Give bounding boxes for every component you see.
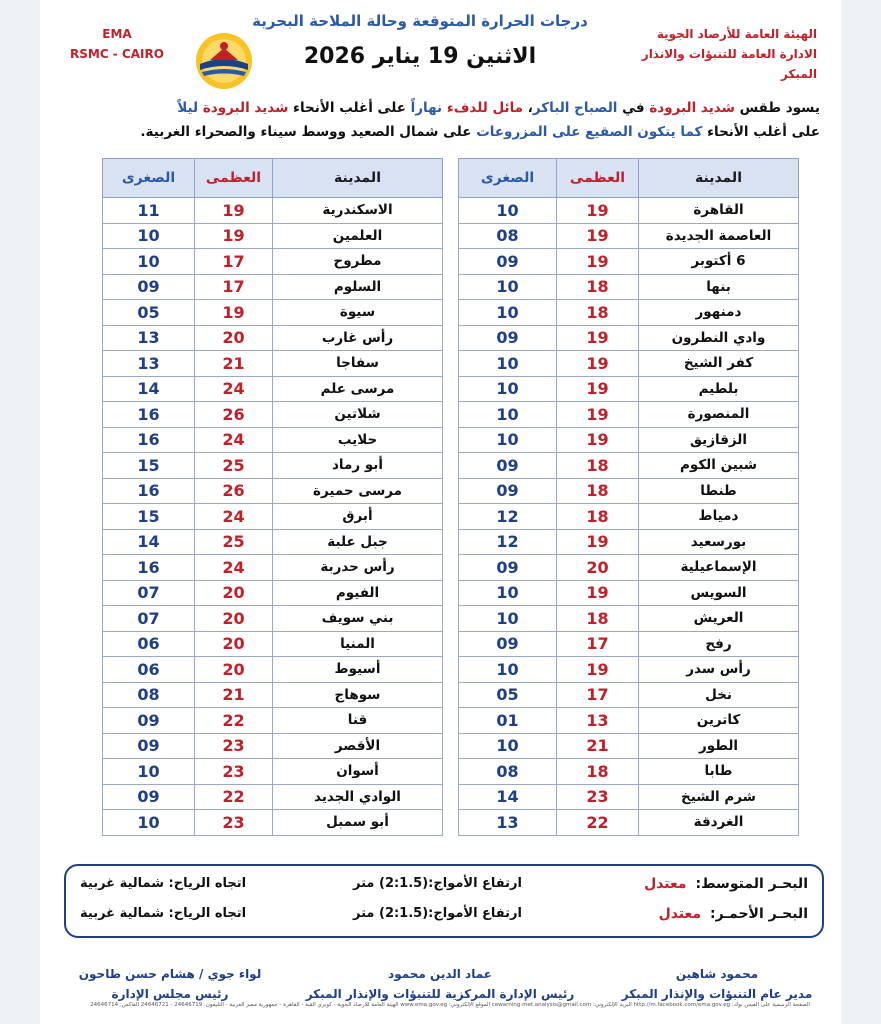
min-temp-cell: 10 <box>103 759 195 785</box>
min-temp-cell: 06 <box>103 657 195 683</box>
max-temp-cell: 19 <box>557 223 639 249</box>
min-temp-cell: 08 <box>103 682 195 708</box>
min-temp-cell: 05 <box>103 300 195 326</box>
min-temp-cell: 14 <box>103 376 195 402</box>
org-code <box>70 24 164 64</box>
max-temp-cell: 18 <box>557 274 639 300</box>
city-cell: أسيوط <box>273 657 443 683</box>
desc-highlight: نهاراً <box>410 100 443 116</box>
table-row <box>459 810 799 836</box>
signatory-title: رئيس الإدارة المركزية للتنبؤات والإنذار المبكر <box>305 987 575 1001</box>
city-cell: رأس غارب <box>273 325 443 351</box>
min-temp-cell: 09 <box>103 784 195 810</box>
city-cell: مطروح <box>273 249 443 275</box>
min-temp-cell: 10 <box>459 351 557 377</box>
min-temp-cell: 10 <box>459 580 557 606</box>
max-temp-cell: 19 <box>557 580 639 606</box>
city-cell: العاصمة الجديدة <box>639 223 799 249</box>
column-header-max: العظمى <box>195 159 273 198</box>
max-temp-cell: 18 <box>557 606 639 632</box>
table-row <box>103 376 443 402</box>
max-temp-cell: 23 <box>195 810 273 836</box>
max-temp-cell: 17 <box>557 631 639 657</box>
city-cell: كفر الشيخ <box>639 351 799 377</box>
city-cell: رأس حدربة <box>273 555 443 581</box>
city-cell: الزقازيق <box>639 427 799 453</box>
page-title: درجات الحرارة المتوقعة وحالة الملاحة البحرية <box>252 12 588 30</box>
min-temp-cell: 09 <box>459 555 557 581</box>
signature-right <box>617 964 817 1004</box>
table-row <box>103 810 443 836</box>
city-cell: بلطيم <box>639 376 799 402</box>
max-temp-cell: 26 <box>195 478 273 504</box>
city-cell: العريش <box>639 606 799 632</box>
temperature-table-left <box>102 158 443 836</box>
city-cell: شبين الكوم <box>639 453 799 479</box>
table-row <box>103 453 443 479</box>
table-row <box>459 249 799 275</box>
table-row <box>103 427 443 453</box>
min-temp-cell: 08 <box>459 759 557 785</box>
org-name <box>617 24 817 84</box>
org-code-rsmc: RSMC - CAIRO <box>70 47 164 61</box>
table-row <box>103 657 443 683</box>
min-temp-cell: 14 <box>103 529 195 555</box>
min-temp-cell: 15 <box>103 453 195 479</box>
table-row <box>103 529 443 555</box>
max-temp-cell: 19 <box>195 300 273 326</box>
city-cell: شرم الشيخ <box>639 784 799 810</box>
city-cell: مرسى علم <box>273 376 443 402</box>
city-cell: رأس سدر <box>639 657 799 683</box>
max-temp-cell: 21 <box>195 682 273 708</box>
table-row <box>103 606 443 632</box>
sea-row-mediterranean <box>66 876 822 902</box>
city-cell: رفح <box>639 631 799 657</box>
sea-label: البحـر الأحمـر: <box>709 906 808 922</box>
table-row <box>459 300 799 326</box>
min-temp-cell: 11 <box>103 198 195 224</box>
city-cell: نخل <box>639 682 799 708</box>
table-row <box>459 631 799 657</box>
city-cell: الاسكندرية <box>273 198 443 224</box>
signatory-name: عماد الدين محمود <box>388 967 492 981</box>
city-cell: الإسماعيلية <box>639 555 799 581</box>
city-cell: كاترين <box>639 708 799 734</box>
max-temp-cell: 13 <box>557 708 639 734</box>
max-temp-cell: 22 <box>557 810 639 836</box>
table-row <box>459 759 799 785</box>
max-temp-cell: 19 <box>557 351 639 377</box>
min-temp-cell: 10 <box>459 300 557 326</box>
table-row <box>103 249 443 275</box>
min-temp-cell: 10 <box>459 606 557 632</box>
min-temp-cell: 09 <box>103 708 195 734</box>
max-temp-cell: 19 <box>557 249 639 275</box>
table-row <box>103 351 443 377</box>
table-row <box>103 325 443 351</box>
desc-text: في <box>617 100 650 116</box>
sea-name <box>659 906 808 922</box>
desc-highlight: شديد البرودة <box>202 100 289 116</box>
max-temp-cell: 21 <box>195 351 273 377</box>
min-temp-cell: 09 <box>459 249 557 275</box>
min-temp-cell: 12 <box>459 504 557 530</box>
min-temp-cell: 10 <box>459 198 557 224</box>
city-cell: طنطا <box>639 478 799 504</box>
min-temp-cell: 12 <box>459 529 557 555</box>
table-row <box>103 198 443 224</box>
max-temp-cell: 19 <box>557 376 639 402</box>
min-temp-cell: 10 <box>103 249 195 275</box>
max-temp-cell: 20 <box>195 657 273 683</box>
min-temp-cell: 13 <box>459 810 557 836</box>
column-header-city: المدينة <box>273 159 443 198</box>
city-cell: أبو سمبل <box>273 810 443 836</box>
weather-description <box>80 96 820 144</box>
wind-direction: اتجاه الرياح: شمالية غربية <box>80 876 247 891</box>
table-row <box>103 223 443 249</box>
table-row <box>103 402 443 428</box>
max-temp-cell: 19 <box>557 198 639 224</box>
min-temp-cell: 09 <box>459 453 557 479</box>
signatory-name: لواء جوي / هشام حسن طاحون <box>78 967 262 981</box>
table-row <box>459 325 799 351</box>
max-temp-cell: 19 <box>195 198 273 224</box>
city-cell: الوادي الجديد <box>273 784 443 810</box>
city-cell: بورسعيد <box>639 529 799 555</box>
table-row <box>459 529 799 555</box>
city-cell: دمنهور <box>639 300 799 326</box>
table-row <box>459 198 799 224</box>
max-temp-cell: 18 <box>557 759 639 785</box>
column-header-min: الصغرى <box>459 159 557 198</box>
city-cell: أبرق <box>273 504 443 530</box>
min-temp-cell: 15 <box>103 504 195 530</box>
min-temp-cell: 14 <box>459 784 557 810</box>
min-temp-cell: 10 <box>459 733 557 759</box>
max-temp-cell: 19 <box>195 223 273 249</box>
max-temp-cell: 24 <box>195 555 273 581</box>
table-row <box>459 351 799 377</box>
table-row <box>459 453 799 479</box>
city-cell: وادي النطرون <box>639 325 799 351</box>
description-line2 <box>80 120 820 144</box>
min-temp-cell: 07 <box>103 580 195 606</box>
city-cell: بني سويف <box>273 606 443 632</box>
forecast-sheet <box>40 0 841 1024</box>
description-line1 <box>80 96 820 120</box>
min-temp-cell: 01 <box>459 708 557 734</box>
max-temp-cell: 20 <box>195 580 273 606</box>
sea-label: البحـر المتوسط: <box>695 876 808 892</box>
wave-height: ارتفاع الأمواج:(2:1.5) متر <box>353 906 522 921</box>
table-row <box>459 606 799 632</box>
city-cell: حلايب <box>273 427 443 453</box>
city-cell: الأقصر <box>273 733 443 759</box>
max-temp-cell: 19 <box>557 325 639 351</box>
city-cell: الطور <box>639 733 799 759</box>
max-temp-cell: 18 <box>557 453 639 479</box>
city-cell: السلوم <box>273 274 443 300</box>
signature-center <box>290 964 590 1004</box>
max-temp-cell: 23 <box>557 784 639 810</box>
min-temp-cell: 10 <box>459 402 557 428</box>
column-header-min: الصغرى <box>103 159 195 198</box>
city-cell: طابا <box>639 759 799 785</box>
sea-name <box>644 876 808 892</box>
column-header-max: العظمى <box>557 159 639 198</box>
table-row <box>459 376 799 402</box>
min-temp-cell: 10 <box>103 223 195 249</box>
table-row <box>459 682 799 708</box>
table-row <box>103 708 443 734</box>
max-temp-cell: 19 <box>557 657 639 683</box>
city-cell: سيوة <box>273 300 443 326</box>
max-temp-cell: 24 <box>195 427 273 453</box>
max-temp-cell: 18 <box>557 504 639 530</box>
city-cell: مرسى حميرة <box>273 478 443 504</box>
desc-text: يسود طقس <box>734 100 820 116</box>
min-temp-cell: 09 <box>459 325 557 351</box>
max-temp-cell: 17 <box>195 274 273 300</box>
city-cell: شلاتين <box>273 402 443 428</box>
min-temp-cell: 05 <box>459 682 557 708</box>
max-temp-cell: 18 <box>557 478 639 504</box>
desc-highlight: الصباح الباكر <box>532 100 618 116</box>
min-temp-cell: 06 <box>103 631 195 657</box>
desc-text: على شمال الصعيد ووسط سيناء والصحراء الغربية. <box>140 124 477 140</box>
max-temp-cell: 25 <box>195 529 273 555</box>
city-cell: سوهاج <box>273 682 443 708</box>
signatory-name: محمود شاهين <box>675 967 759 981</box>
column-header-city: المدينة <box>639 159 799 198</box>
table-row <box>103 274 443 300</box>
org-name-line2: الادارة العامة للتنبؤات والانذار المبكر <box>641 47 817 81</box>
city-cell: 6 أكتوبر <box>639 249 799 275</box>
city-cell: سفاجا <box>273 351 443 377</box>
city-cell: السويس <box>639 580 799 606</box>
min-temp-cell: 10 <box>459 274 557 300</box>
table-row <box>103 733 443 759</box>
min-temp-cell: 16 <box>103 555 195 581</box>
table-row <box>459 708 799 734</box>
max-temp-cell: 22 <box>195 708 273 734</box>
city-cell: بنها <box>639 274 799 300</box>
table-row <box>103 784 443 810</box>
forecast-date: الاثنين 19 يناير 2026 <box>303 44 537 69</box>
max-temp-cell: 19 <box>557 427 639 453</box>
min-temp-cell: 16 <box>103 427 195 453</box>
max-temp-cell: 17 <box>557 682 639 708</box>
table-row <box>103 580 443 606</box>
footer-contact: الصفحة الرسمية على الفيس بوك: http://m.facebook.com/ema.gov.eg البريد الإلكتروني: cewarning.met.analysis@gmail.com الموقع الإلكتروني: www.ema.gov.eg الهيئة العامة للأرصاد الجوية - كوبري القبة - القاهرة - جمهورية مصر العربية - التليفون: 24646719 - 24646721 الفاكس: 24646714 <box>90 1002 810 1008</box>
sea-row-red-sea <box>66 906 822 932</box>
signatory-title: رئيس مجلس الإدارة <box>111 987 229 1001</box>
city-cell: دمياط <box>639 504 799 530</box>
temperature-table-right <box>458 158 799 836</box>
wind-direction: اتجاه الرياح: شمالية غربية <box>80 906 247 921</box>
table-row <box>103 631 443 657</box>
max-temp-cell: 20 <box>195 631 273 657</box>
desc-text: ، <box>523 100 533 116</box>
city-cell: قنا <box>273 708 443 734</box>
max-temp-cell: 19 <box>557 402 639 428</box>
city-cell: جبل علبة <box>273 529 443 555</box>
min-temp-cell: 09 <box>459 631 557 657</box>
city-cell: الفيوم <box>273 580 443 606</box>
city-cell: المنيا <box>273 631 443 657</box>
org-code-ema: EMA <box>102 27 132 41</box>
wave-height: ارتفاع الأمواج:(2:1.5) متر <box>353 876 522 891</box>
table-row <box>103 555 443 581</box>
table-row <box>459 784 799 810</box>
table-row <box>459 402 799 428</box>
min-temp-cell: 10 <box>459 427 557 453</box>
min-temp-cell: 16 <box>103 478 195 504</box>
min-temp-cell: 10 <box>459 657 557 683</box>
table-row <box>103 300 443 326</box>
max-temp-cell: 17 <box>195 249 273 275</box>
signature-left <box>70 964 270 1004</box>
table-header-row <box>103 159 443 198</box>
min-temp-cell: 16 <box>103 402 195 428</box>
table-row <box>103 478 443 504</box>
city-cell: أسوان <box>273 759 443 785</box>
max-temp-cell: 23 <box>195 759 273 785</box>
desc-text: على أغلب الأنحاء <box>288 100 411 116</box>
table-row <box>459 580 799 606</box>
table-row <box>459 274 799 300</box>
desc-highlight: مائل للدفء <box>446 100 524 116</box>
min-temp-cell: 13 <box>103 325 195 351</box>
table-row <box>459 478 799 504</box>
max-temp-cell: 24 <box>195 504 273 530</box>
min-temp-cell: 09 <box>459 478 557 504</box>
table-row <box>459 504 799 530</box>
city-cell: القاهرة <box>639 198 799 224</box>
sea-state: معتدل <box>644 876 687 892</box>
min-temp-cell: 10 <box>103 810 195 836</box>
max-temp-cell: 20 <box>195 325 273 351</box>
max-temp-cell: 22 <box>195 784 273 810</box>
table-row <box>459 427 799 453</box>
city-cell: العلمين <box>273 223 443 249</box>
table-row <box>103 682 443 708</box>
signatory-title: مدير عام التنبؤات والإنذار المبكر <box>621 987 813 1001</box>
desc-highlight: ليلاً <box>177 100 199 116</box>
min-temp-cell: 10 <box>459 376 557 402</box>
desc-highlight: شديد البرودة <box>649 100 735 116</box>
min-temp-cell: 09 <box>103 733 195 759</box>
table-row <box>459 733 799 759</box>
city-cell: المنصورة <box>639 402 799 428</box>
max-temp-cell: 20 <box>557 555 639 581</box>
city-cell: أبو رماد <box>273 453 443 479</box>
min-temp-cell: 08 <box>459 223 557 249</box>
max-temp-cell: 25 <box>195 453 273 479</box>
table-row <box>103 759 443 785</box>
min-temp-cell: 07 <box>103 606 195 632</box>
table-row <box>459 657 799 683</box>
table-row <box>459 223 799 249</box>
table-row <box>459 555 799 581</box>
city-cell: الغردقة <box>639 810 799 836</box>
max-temp-cell: 24 <box>195 376 273 402</box>
table-row <box>103 504 443 530</box>
max-temp-cell: 18 <box>557 300 639 326</box>
max-temp-cell: 20 <box>195 606 273 632</box>
sea-state: معتدل <box>658 906 702 922</box>
table-header-row <box>459 159 799 198</box>
max-temp-cell: 23 <box>195 733 273 759</box>
max-temp-cell: 26 <box>195 402 273 428</box>
desc-highlight: كما يتكون الصقيع على المزروعات <box>476 124 703 140</box>
min-temp-cell: 13 <box>103 351 195 377</box>
max-temp-cell: 19 <box>557 529 639 555</box>
sea-conditions-box <box>64 864 824 938</box>
desc-text: على أغلب الأنحاء <box>702 124 820 140</box>
max-temp-cell: 21 <box>557 733 639 759</box>
min-temp-cell: 09 <box>103 274 195 300</box>
org-name-line1: الهيئة العامة للأرصاد الجوية <box>656 27 817 41</box>
